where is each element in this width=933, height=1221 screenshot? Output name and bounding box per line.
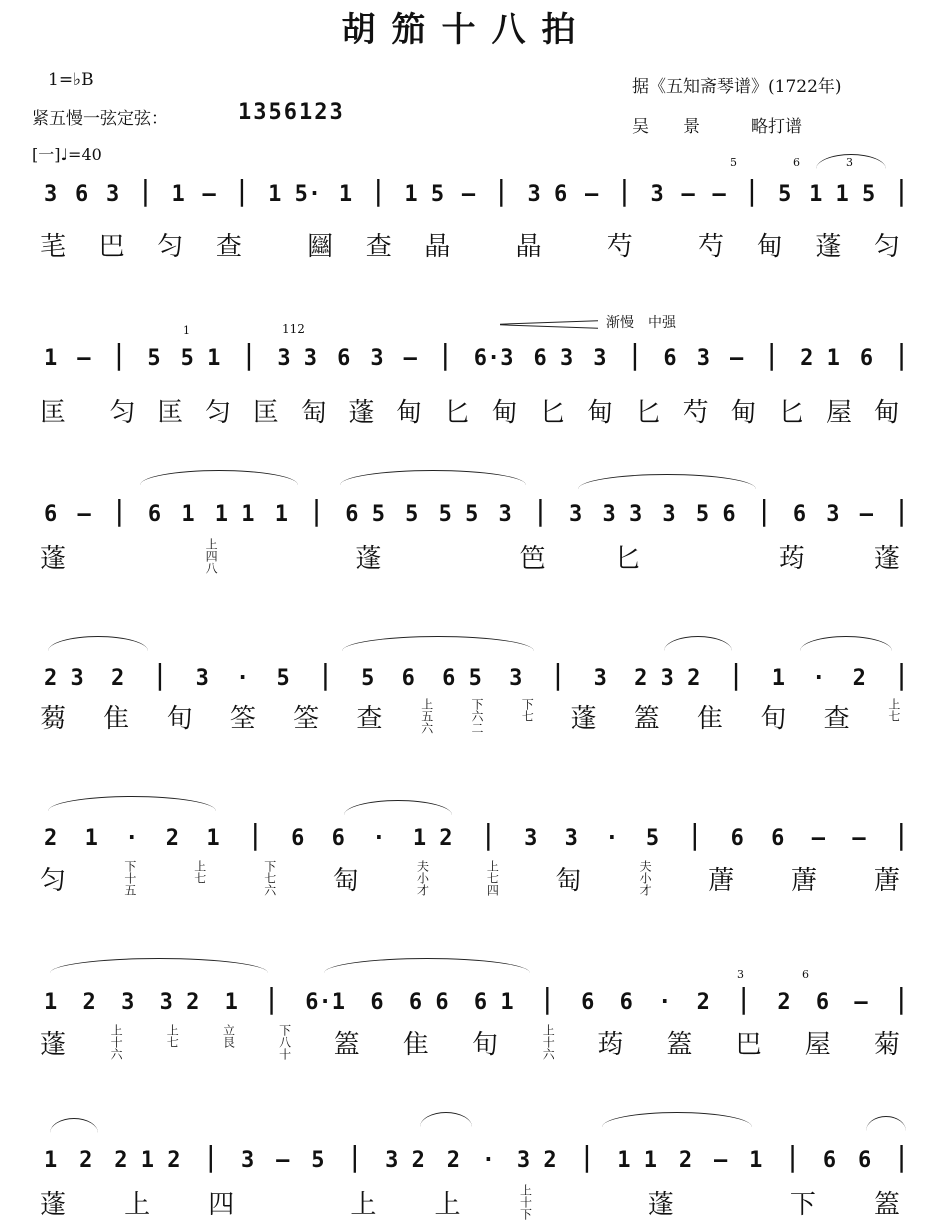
- barline: |: [893, 658, 910, 691]
- tablature-glyph: 下八十: [277, 1024, 292, 1060]
- tablature-glyph: 芼: [40, 232, 67, 262]
- note: 2: [777, 990, 791, 1015]
- note: 3: [524, 826, 538, 851]
- barline: |: [240, 338, 258, 371]
- note: 3: [564, 826, 578, 851]
- augmentation-dot: ·: [605, 826, 619, 851]
- note: 2: [165, 826, 179, 851]
- barline: |: [110, 338, 128, 371]
- note: 6: [581, 990, 595, 1015]
- note: 1: [224, 990, 238, 1015]
- barline: |: [479, 818, 497, 851]
- note: 1 1: [214, 502, 255, 527]
- tablature-glyph: 屋: [826, 398, 853, 428]
- tempo-dynamic-marking: 渐慢 中强: [606, 315, 676, 331]
- note: 2 1 2: [114, 1148, 181, 1173]
- note: 3 2: [385, 1148, 425, 1173]
- augmentation-dot: ·: [236, 666, 250, 691]
- tablature-glyph: 下七六: [262, 860, 277, 896]
- tablature-glyph: 蓬: [348, 398, 375, 428]
- note: 1 5: [404, 182, 445, 207]
- tablature-glyph: 匡: [252, 398, 279, 428]
- tablature-glyph: 甸: [491, 398, 518, 428]
- grace-note: 6: [802, 968, 809, 981]
- tablature-glyph: 蓎: [873, 866, 900, 896]
- grace-note: 1: [183, 324, 190, 337]
- note: 1: [44, 990, 58, 1015]
- tablature-glyph: 屋: [804, 1030, 831, 1060]
- tablature-row: [40, 392, 900, 429]
- tablature-glyph: 匋: [300, 398, 327, 428]
- note: 6·1: [305, 990, 346, 1015]
- tablature-glyph: 芍: [606, 232, 633, 262]
- tuning-label: 紧五慢一弦定弦：: [32, 109, 168, 129]
- note: 6: [771, 826, 785, 851]
- sustain-dash: —: [712, 182, 726, 207]
- tablature-glyph: 匡: [40, 398, 67, 428]
- note: 1: [44, 346, 58, 371]
- tablature-glyph: 蓬: [570, 704, 597, 734]
- tablature-glyph: 查: [365, 232, 392, 262]
- slur-arc: [866, 1116, 906, 1131]
- barline: |: [151, 658, 169, 691]
- note: 3: [826, 502, 840, 527]
- barline: |: [892, 818, 910, 851]
- note: 6: [291, 826, 305, 851]
- tablature-glyph: 芍: [682, 398, 709, 428]
- note: 2: [446, 1148, 460, 1173]
- note: 6: [44, 502, 58, 527]
- note: 3 2: [516, 1148, 557, 1173]
- sustain-dash: —: [584, 182, 599, 207]
- note: 2: [82, 990, 96, 1015]
- sustain-dash: —: [859, 502, 873, 527]
- note: 3: [662, 502, 676, 527]
- barline: |: [578, 1140, 596, 1173]
- barline: |: [263, 982, 281, 1015]
- barline: |: [763, 338, 781, 371]
- barline: |: [743, 174, 761, 207]
- tablature-glyph: 晶: [424, 232, 451, 262]
- note: 6: [792, 502, 807, 527]
- augmentation-dot: ·: [125, 826, 139, 851]
- tablature-glyph: 甸: [730, 398, 757, 428]
- tuning-notes: 1356123: [238, 100, 345, 125]
- notation-row: [44, 174, 910, 207]
- augmentation-dot: ·: [372, 826, 386, 851]
- sustain-dash: —: [713, 1148, 728, 1173]
- tablature-glyph: 隹: [697, 704, 724, 734]
- note: 6: [822, 1148, 837, 1173]
- tablature-glyph: 筌: [293, 704, 320, 734]
- sustain-dash: —: [811, 826, 825, 851]
- tablature-row: [40, 1024, 900, 1061]
- tablature-glyph: 蓬: [815, 232, 842, 262]
- tablature-glyph: 匕: [778, 398, 805, 428]
- key-signature: 1=♭B: [48, 70, 94, 90]
- tablature-glyph: 匀: [873, 232, 900, 262]
- note: 2: [44, 826, 58, 851]
- tablature-glyph: 上七: [165, 1024, 180, 1048]
- barline: |: [893, 174, 910, 207]
- tablature-row: [40, 698, 900, 735]
- tablature-glyph: 巴: [735, 1030, 762, 1060]
- barline: |: [317, 658, 334, 691]
- barline: |: [784, 1140, 802, 1173]
- barline: |: [893, 494, 910, 527]
- barline: |: [893, 1140, 910, 1173]
- note: 3: [121, 990, 135, 1015]
- tablature-glyph: 匕: [539, 398, 566, 428]
- sustain-dash: —: [77, 502, 91, 527]
- source-citation: 据《五知斋琴谱》(1722年): [632, 77, 842, 97]
- sustain-dash: —: [854, 990, 868, 1015]
- tablature-glyph: 蓬: [355, 544, 382, 574]
- tablature-glyph: 甸: [396, 398, 423, 428]
- note: 6: [370, 990, 384, 1015]
- slur-arc: [50, 958, 268, 973]
- tablature-glyph: 蓎: [790, 866, 817, 896]
- sustain-dash: —: [77, 346, 91, 371]
- slur-arc: [344, 800, 452, 815]
- tablature-glyph: 匡: [157, 398, 184, 428]
- note: 6·3: [473, 346, 514, 371]
- note: 3: [593, 346, 607, 371]
- note: 3: [498, 502, 512, 527]
- augmentation-dot: ·: [658, 990, 672, 1015]
- note: 5: [645, 826, 660, 851]
- slur-arc: [140, 470, 298, 485]
- note: 2 3: [44, 666, 84, 691]
- tablature-glyph: 上: [124, 1190, 151, 1220]
- augmentation-dot: ·: [481, 1148, 496, 1173]
- arranger-credit: 吴 景 略打谱: [632, 117, 802, 137]
- tablature-glyph: 匕: [614, 544, 641, 574]
- barline: |: [735, 982, 753, 1015]
- tablature-glyph: 上十六: [541, 1024, 556, 1060]
- slur-arc: [602, 1112, 752, 1127]
- section-tempo: [一]♩=40: [32, 145, 102, 164]
- note: 6: [730, 826, 744, 851]
- note: 1 1 5: [809, 182, 876, 207]
- slur-arc: [578, 474, 756, 489]
- tablature-glyph: 芍: [698, 232, 725, 262]
- note: 6 5: [345, 502, 385, 527]
- note: 6: [147, 502, 162, 527]
- note: 2: [678, 1148, 693, 1173]
- note: 5 6: [695, 502, 736, 527]
- slur-arc: [800, 636, 892, 651]
- tablature-glyph: 蓎: [708, 866, 735, 896]
- note: 1 2: [412, 826, 453, 851]
- tablature-glyph: 上: [434, 1190, 461, 1220]
- tablature-glyph: 圝: [307, 232, 334, 262]
- sustain-dash: —: [202, 182, 216, 207]
- tablature-glyph: 下: [789, 1190, 816, 1220]
- note: 5 5: [438, 502, 479, 527]
- note: 1: [274, 502, 288, 527]
- barline: |: [893, 338, 910, 371]
- augmentation-dot: ·: [812, 666, 826, 691]
- slur-arc: [340, 470, 526, 485]
- tablature-glyph: 笆: [519, 544, 546, 574]
- tablature-glyph: 旬: [166, 704, 193, 734]
- note: 5: [405, 502, 419, 527]
- barline: |: [626, 338, 644, 371]
- note: 1 5·: [268, 182, 322, 207]
- note: 3: [370, 346, 384, 371]
- tablature-glyph: 上: [350, 1190, 377, 1220]
- tablature-glyph: 上五六: [419, 698, 434, 734]
- tablature-glyph: 四: [208, 1190, 235, 1220]
- sustain-dash: —: [403, 346, 417, 371]
- tablature-glyph: 查: [823, 704, 850, 734]
- note: 6 6: [408, 990, 449, 1015]
- note: 6 1: [473, 990, 514, 1015]
- slur-arc: [50, 1118, 98, 1133]
- barline: |: [202, 1140, 220, 1173]
- sustain-dash: —: [852, 826, 866, 851]
- note: 6 5: [442, 666, 482, 691]
- note: 2: [696, 990, 710, 1015]
- tablature-glyph: 上四八: [204, 538, 219, 574]
- tablature-glyph: 篕: [873, 1190, 900, 1220]
- tablature-glyph: 菊: [873, 1030, 900, 1060]
- tablature-glyph: 甸: [873, 398, 900, 428]
- barline: |: [136, 174, 154, 207]
- barline: |: [686, 818, 704, 851]
- tablature-glyph: 蒭: [40, 704, 67, 734]
- tablature-glyph: 匀: [157, 232, 184, 262]
- tablature-glyph: 上十六: [109, 1024, 124, 1060]
- note: 2: [79, 1148, 93, 1173]
- grace-note: 6: [793, 156, 800, 169]
- tablature-glyph: 蓬: [40, 544, 67, 574]
- tablature-glyph: 篕: [633, 704, 660, 734]
- page-title: 胡笳十八拍: [341, 10, 592, 50]
- tablature-glyph: 匋: [555, 866, 582, 896]
- note: 3: [105, 182, 120, 207]
- notation-row: [44, 338, 910, 371]
- notation-row: [44, 658, 910, 691]
- tablature-glyph: 蓬: [40, 1190, 67, 1220]
- tablature-glyph: 甸: [587, 398, 614, 428]
- barline: |: [727, 658, 745, 691]
- tablature-glyph: 上七四: [485, 860, 500, 896]
- note: 3: [509, 666, 523, 691]
- note: 3 2: [159, 990, 200, 1015]
- note: 1: [44, 1148, 58, 1173]
- note: 5: [311, 1148, 325, 1173]
- note: 6 3: [533, 346, 574, 371]
- tablature-glyph: 旬: [760, 704, 787, 734]
- note: 5: [361, 666, 375, 691]
- note: 6: [401, 666, 415, 691]
- grace-note: 3: [737, 968, 744, 981]
- barline: |: [755, 494, 773, 527]
- tablature-glyph: 夫小才: [638, 860, 653, 896]
- note: 1: [84, 826, 98, 851]
- tablature-glyph: 匕: [634, 398, 661, 428]
- note: 6: [74, 182, 89, 207]
- tablature-glyph: 隹: [103, 704, 130, 734]
- tablature-glyph: 隹: [402, 1030, 429, 1060]
- note: 6: [331, 826, 345, 851]
- slur-arc: [48, 796, 216, 811]
- tablature-glyph: 匕: [443, 398, 470, 428]
- barline: |: [549, 658, 567, 691]
- sustain-dash: —: [461, 182, 476, 207]
- tablature-glyph: 篕: [666, 1030, 693, 1060]
- tablature-glyph: 上七: [886, 698, 901, 722]
- barline: |: [538, 982, 556, 1015]
- tablature-glyph: 下六二: [469, 698, 484, 734]
- notation-row: [44, 1140, 910, 1173]
- note: 1 1: [617, 1148, 657, 1173]
- tablature-glyph: 下七: [520, 698, 535, 722]
- barline: |: [110, 494, 128, 527]
- barline: |: [615, 174, 633, 207]
- note: 5: [147, 346, 161, 371]
- slur-arc: [420, 1112, 472, 1127]
- barline: |: [233, 174, 251, 207]
- notation-row: [44, 818, 910, 851]
- tablature-glyph: 筌: [229, 704, 256, 734]
- slur-arc: [664, 636, 732, 651]
- tablature-glyph: 荺: [597, 1030, 624, 1060]
- barline: |: [346, 1140, 364, 1173]
- sustain-dash: —: [681, 182, 695, 207]
- note: 3: [593, 666, 607, 691]
- tablature-glyph: 匀: [109, 398, 136, 428]
- tablature-glyph: 夫小才: [415, 860, 430, 896]
- note: 3 6: [527, 182, 568, 207]
- note: 3 3: [277, 346, 318, 371]
- tablature-glyph: 蓬: [40, 1030, 67, 1060]
- tablature-glyph: 篕: [333, 1030, 360, 1060]
- sustain-dash: —: [276, 1148, 290, 1173]
- note: 1: [771, 666, 785, 691]
- slur-arc: [816, 154, 886, 169]
- note: 3: [44, 182, 58, 207]
- triplet-marker: 3: [846, 156, 853, 169]
- note: 3: [241, 1148, 255, 1173]
- note: 1: [171, 182, 185, 207]
- note: 2 1: [800, 346, 840, 371]
- tablature-row: [40, 860, 900, 897]
- notation-row: [44, 494, 910, 527]
- tablature-glyph: 立艮: [221, 1024, 236, 1048]
- barline: |: [531, 494, 549, 527]
- tablature-glyph: 查: [215, 232, 242, 262]
- slur-arc: [324, 958, 530, 973]
- note: 2 3 2: [634, 666, 701, 691]
- tablature-glyph: 上十下: [518, 1184, 533, 1220]
- tablature-glyph: 荺: [778, 544, 805, 574]
- tablature-glyph: 匋: [332, 866, 359, 896]
- tablature-glyph: 旬: [472, 1030, 499, 1060]
- barline: |: [308, 494, 326, 527]
- tablature-row: [40, 226, 900, 263]
- slur-arc: [342, 636, 534, 651]
- barline: |: [892, 982, 910, 1015]
- note: 1: [206, 826, 220, 851]
- note: 6: [619, 990, 633, 1015]
- note: 2: [852, 666, 866, 691]
- note: 6: [858, 1148, 872, 1173]
- tablature-glyph: 匀: [205, 398, 232, 428]
- note: 6: [337, 346, 351, 371]
- note: 3: [650, 182, 664, 207]
- note: 3: [195, 666, 209, 691]
- slur-arc: [48, 636, 148, 651]
- barline: |: [436, 338, 454, 371]
- tablature-glyph: 甸: [756, 232, 783, 262]
- note: 1: [181, 502, 195, 527]
- tablature-glyph: 蓬: [873, 544, 900, 574]
- notation-row: [44, 982, 910, 1015]
- note: 6: [859, 346, 874, 371]
- grace-note: 5: [730, 156, 737, 169]
- note: 6: [663, 346, 677, 371]
- barline: |: [492, 174, 510, 207]
- note: 1: [338, 182, 353, 207]
- note: 2: [110, 666, 125, 691]
- note: 1: [749, 1148, 763, 1173]
- note: 5: [276, 666, 290, 691]
- tablature-glyph: 下十五: [122, 860, 137, 896]
- barline: |: [246, 818, 264, 851]
- note: 6: [815, 990, 830, 1015]
- note: 3: [696, 346, 710, 371]
- note: 3: [569, 502, 583, 527]
- grace-note: 112: [282, 322, 305, 336]
- tablature-row: [40, 1184, 900, 1221]
- tablature-glyph: 上七: [192, 860, 207, 884]
- tablature-glyph: 晶: [515, 232, 542, 262]
- note: 5 1: [180, 346, 221, 371]
- barline: |: [369, 174, 387, 207]
- tablature-glyph: 巴: [98, 232, 125, 262]
- note: 3 3: [602, 502, 643, 527]
- tablature-row: [40, 538, 900, 575]
- note: 5: [778, 182, 792, 207]
- crescendo-line: [500, 324, 598, 328]
- sustain-dash: —: [729, 346, 744, 371]
- tablature-glyph: 蓬: [647, 1190, 674, 1220]
- tablature-glyph: 匀: [40, 866, 67, 896]
- tablature-glyph: 查: [356, 704, 383, 734]
